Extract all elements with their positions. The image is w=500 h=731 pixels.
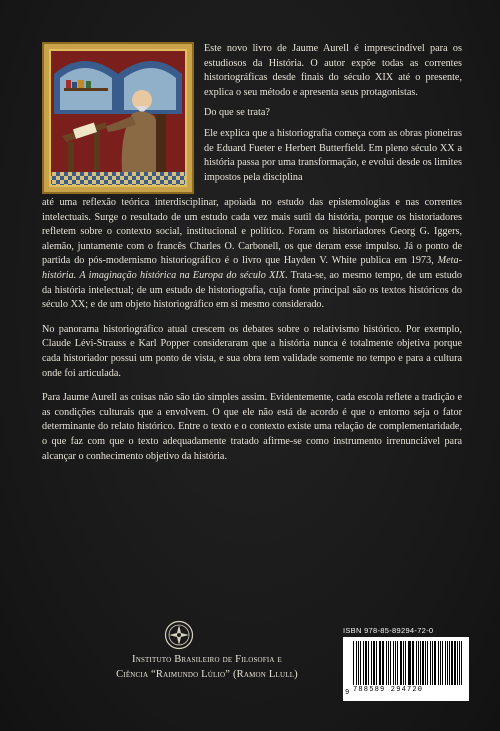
barcode-bar bbox=[454, 641, 456, 685]
body-paragraph-3: No panorama historiográfico atual crescem os debates sobre o relativismo histórico. Por exemplo, Claude Lévi-Strauss e Karl Popper consideraram que a história nunca é totalmente objetiva porque cada historiador possui um ponto de vista, e sua obra tem validade somente no tempo e para a cultura onde foi articulada. bbox=[42, 323, 462, 379]
barcode-bar bbox=[376, 641, 377, 685]
barcode-bars bbox=[353, 641, 463, 685]
barcode bbox=[343, 637, 469, 701]
barcode-bar bbox=[386, 641, 387, 685]
barcode-digits: 788589 294720 bbox=[353, 686, 424, 694]
isbn-label: ISBN 978-85-89294-72-0 bbox=[343, 626, 434, 635]
barcode-bar bbox=[432, 641, 433, 685]
barcode-bar bbox=[451, 641, 453, 685]
institute-line-1: Instituto Brasileiro de Filosofia e bbox=[132, 654, 282, 665]
illuminated-manuscript-image bbox=[42, 42, 194, 194]
barcode-bar bbox=[427, 641, 429, 685]
barcode-bar bbox=[442, 641, 444, 685]
barcode-bar bbox=[440, 641, 441, 685]
barcode-bar bbox=[461, 641, 462, 685]
institute-name bbox=[72, 652, 342, 682]
barcode-bar bbox=[363, 641, 364, 685]
barcode-bar bbox=[408, 641, 409, 685]
book-title-italic: Meta-história. A imaginação histórica na Europa do século XIX bbox=[42, 255, 462, 281]
institute-logo-icon bbox=[164, 620, 194, 650]
barcode-bar bbox=[409, 641, 411, 685]
barcode-bar bbox=[397, 641, 399, 685]
barcode-bar bbox=[422, 641, 424, 685]
barcode-bar bbox=[356, 641, 357, 685]
barcode-bar bbox=[420, 641, 421, 685]
barcode-bar bbox=[434, 641, 436, 685]
barcode-bar bbox=[373, 641, 375, 685]
blurb-question: Do que se trata? bbox=[204, 107, 270, 119]
barcode-bar bbox=[382, 641, 384, 685]
barcode-bar bbox=[358, 641, 360, 685]
barcode-bar bbox=[416, 641, 417, 685]
institute-line-2: Ciência “Raimundo Lúlio” (Ramon Llull) bbox=[116, 669, 298, 680]
barcode-bar bbox=[395, 641, 396, 685]
body-paragraph-2-end: . Trata-se, ao mesmo tempo, de um estudo da história intelectual; de um estudo de historiografia, cuja fonte principal são os textos históricos do século XX; e de um objeto historiográfico em si mesmo considerado. bbox=[42, 269, 462, 311]
barcode-bar bbox=[449, 641, 450, 685]
body-paragraph-2-text: até uma reflexão teórica interdisciplinar, apoiada no estudo das epistemologias e nas correntes intelectuais. Surge o resultado de um estudo cada vez mais sutil da história, porque os historiadores refletem sobre o contexto social, institucional e político. Foram os historiadores Georg G. Iggers, alemão, juntamente com o francês Charles O. Carbonell, os que deram esse impulso. Já o ponto de partida do pós-modernismo historiográfico é o livro que Hayden V. White publica em 1973, bbox=[42, 197, 462, 267]
barcode-bar bbox=[459, 641, 460, 685]
barcode-bar bbox=[380, 641, 381, 685]
barcode-bar bbox=[368, 641, 369, 685]
blurb-paragraph-start: Ele explica que a historiografia começa com as obras pioneiras de Eduard Fueter e Herbert Butterfield. Em pleno século XX a história passa por uma transformação, e evolui desde os limites impostos pela disciplina bbox=[204, 127, 462, 183]
barcode-bar bbox=[393, 641, 394, 685]
barcode-bar bbox=[425, 641, 426, 685]
body-paragraph-2 bbox=[42, 196, 462, 313]
blurb-intro-paragraph: Este novo livro de Jaume Aurell é imprescindível para os estudiosos da História. O autor expõe todas as correntes historiográficas desde finais do século XIX até o presente, explica o seu método e apresenta seus protagonistas. bbox=[204, 43, 462, 98]
barcode-bar bbox=[447, 641, 448, 685]
barcode-bar bbox=[365, 641, 367, 685]
barcode-bar bbox=[379, 641, 380, 685]
scribe-illustration bbox=[44, 44, 192, 192]
barcode-bar bbox=[445, 641, 446, 685]
barcode-bar bbox=[353, 641, 354, 685]
barcode-bar bbox=[371, 641, 373, 685]
barcode-bar bbox=[430, 641, 431, 685]
barcode-first-digit: 9 bbox=[345, 689, 350, 697]
barcode-bar bbox=[400, 641, 402, 685]
barcode-bar bbox=[457, 641, 458, 685]
barcode-bar bbox=[405, 641, 406, 685]
barcode-bar bbox=[403, 641, 404, 685]
body-text bbox=[42, 196, 462, 474]
barcode-bar bbox=[412, 641, 414, 685]
barcode-bar bbox=[360, 641, 361, 685]
barcode-bar bbox=[388, 641, 389, 685]
barcode-bar bbox=[418, 641, 419, 685]
blurb-column bbox=[204, 42, 462, 189]
barcode-bar bbox=[438, 641, 439, 685]
body-paragraph-4: Para Jaume Aurell as coisas não são tão simples assim. Evidentemente, cada escola reflete a tradição e as condições culturais que a envolvem. O que ele não está de acordo é que o entorno seja o fator determinante do relato histórico. Entre o texto e o contexto existe uma relação de complementaridade, o que faz com que o texto adequadamente tratado afirme-se como instrumento irrenunciável para alcançar o conhecimento objetivo da história. bbox=[42, 392, 462, 462]
barcode-bar bbox=[390, 641, 392, 685]
